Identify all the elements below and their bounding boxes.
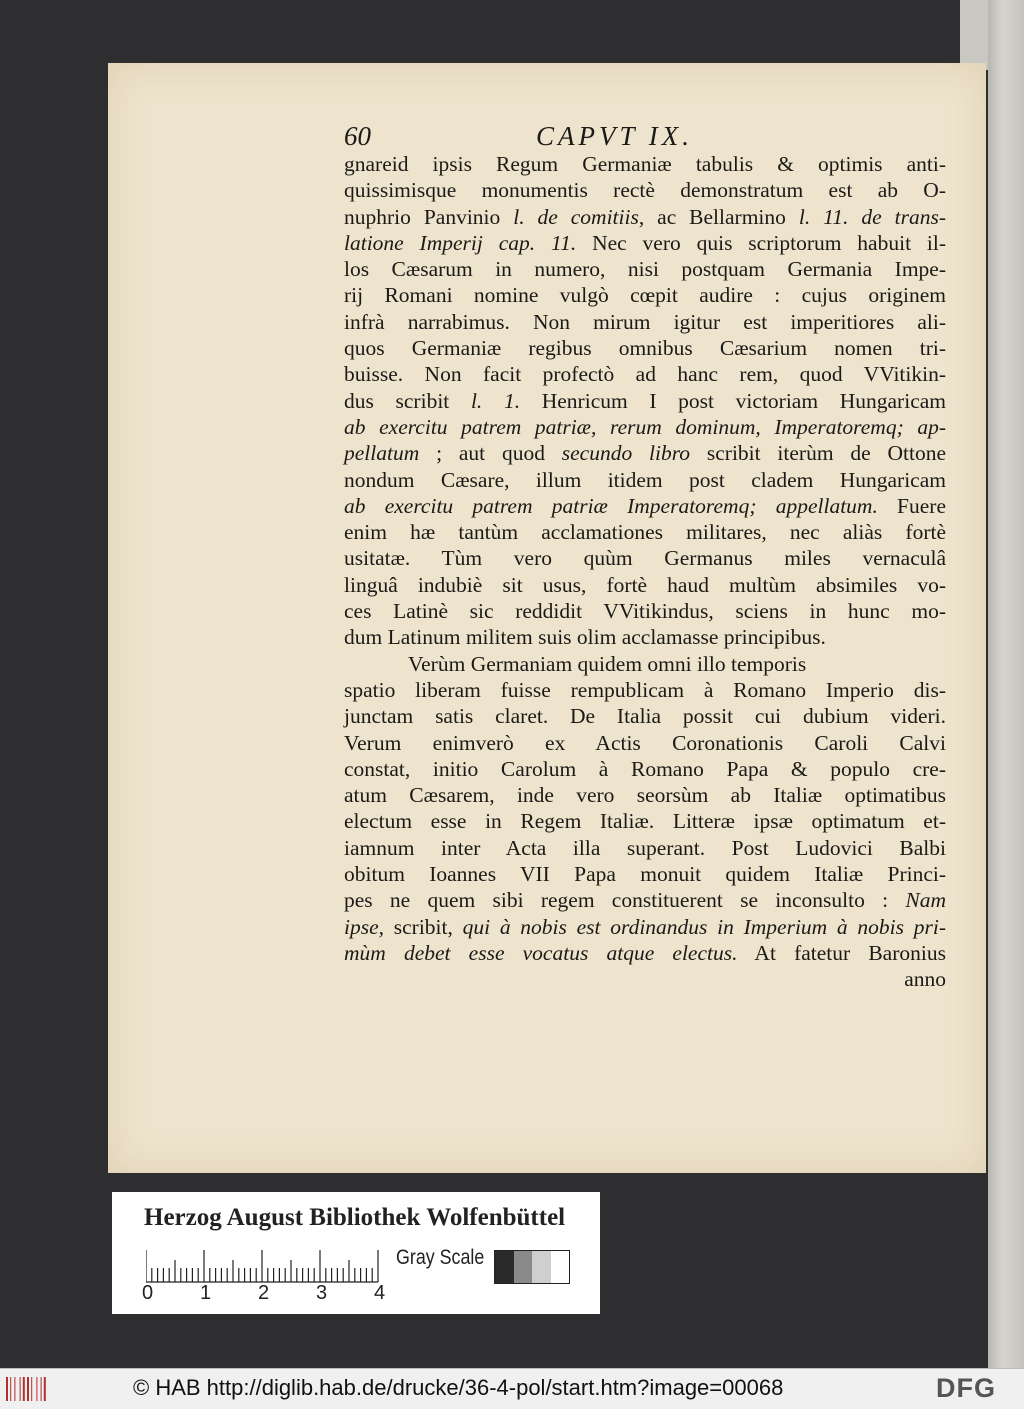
text-span: rij Romani nomine vulgò cœpit audire : cujus originem <box>344 283 946 308</box>
italic-span: ab exercitu patrem patriæ, rerum dominum, Imperatoremq; ap- <box>344 414 946 439</box>
dfg-logo: DFG <box>936 1373 996 1403</box>
library-name: Herzog August Bibliothek Wolfenbüttel <box>144 1204 566 1231</box>
text-line <box>344 730 946 756</box>
text-span: atum Cæsarem, inde vero seorsùm ab Italiæ optimatibus <box>344 783 946 808</box>
italic-span: ipse <box>344 914 379 939</box>
text-span: ces Latinè sic reddidit VVitikindus, sciens in hunc mo- <box>344 599 946 624</box>
text-line <box>344 808 946 834</box>
italic-span: l. 1. <box>470 388 521 413</box>
italic-span: mùm debet esse vocatus atque electus. <box>344 940 738 965</box>
text-span: junctam satis claret. De Italia possit cui dubium videri. <box>344 704 946 729</box>
ruler-number: 3 <box>316 1282 328 1304</box>
text-span: Fuere <box>877 493 947 518</box>
text-line <box>344 940 946 966</box>
text-line <box>344 467 946 493</box>
text-span: electum esse in Regem Italiæ. Litteræ ipsæ optimatum et- <box>344 809 946 834</box>
viewer-footer <box>0 1368 1024 1409</box>
text-line <box>344 388 946 414</box>
text-span: , ac Bellarmino <box>638 204 799 229</box>
text-span: pes ne quem sibi regem constituerent se inconsulto : <box>344 888 906 913</box>
text-span: usitatæ. Tùm vero quùm Germanus miles vernaculâ <box>344 546 946 571</box>
text-span: , scribit, <box>378 914 463 939</box>
body-text <box>344 151 946 993</box>
text-line <box>344 414 946 440</box>
text-line <box>344 651 946 677</box>
text-line <box>344 545 946 571</box>
grayscale-swatches <box>494 1250 570 1284</box>
text-span: los Cæsarum in numero, nisi postquam Germania Impe- <box>344 257 946 282</box>
copyright-link[interactable]: © HAB http://diglib.hab.de/drucke/36-4-pol/start.htm?image=00068 <box>133 1375 784 1400</box>
ruler-numbers <box>136 1282 396 1306</box>
italic-span: secundo libro <box>561 441 691 466</box>
ruler-scale <box>146 1248 386 1284</box>
ruler-number: 4 <box>374 1282 386 1304</box>
text-line <box>344 230 946 256</box>
page-number: 60 <box>344 121 371 151</box>
gray-swatch <box>551 1251 570 1283</box>
text-line <box>344 756 946 782</box>
italic-span: l. de comitiis <box>513 204 639 229</box>
italic-span: latione Imperij cap. 11. <box>344 230 577 255</box>
text-line <box>344 887 946 913</box>
text-line <box>344 309 946 335</box>
text-line <box>344 835 946 861</box>
text-span: Henricum I post victoriam Hungaricam <box>520 388 946 413</box>
text-line <box>344 703 946 729</box>
text-span: Nec vero quis scriptorum habuit il- <box>576 230 946 255</box>
book-page <box>108 63 986 1173</box>
ruler-number: 1 <box>200 1282 212 1304</box>
text-line <box>344 361 946 387</box>
text-span: obitum Ioannes VII Papa monuit quidem Italiæ Princi- <box>344 862 946 887</box>
text-line <box>344 598 946 624</box>
text-span: ; aut quod <box>419 441 562 466</box>
text-line <box>344 677 946 703</box>
page-header <box>344 121 944 151</box>
text-span: spatio liberam fuisse rempublicam à Romano Imperio dis- <box>344 677 946 702</box>
text-line <box>344 493 946 519</box>
text-line <box>344 440 946 466</box>
text-line <box>344 572 946 598</box>
running-title: CAPVT IX. <box>536 121 693 151</box>
text-line <box>344 861 946 887</box>
text-span: constat, initio Carolum à Romano Papa & populo cre- <box>344 756 946 781</box>
text-line <box>344 256 946 282</box>
barcode-icon <box>6 1375 46 1403</box>
gray-swatch <box>532 1251 551 1283</box>
text-span: enim hæ tantùm acclamationes militares, nec aliàs fortè <box>344 520 946 545</box>
text-span: gnareid ipsis Regum Germaniæ tabulis & optimis anti- <box>344 152 946 176</box>
ruler-number: 2 <box>258 1282 270 1304</box>
text-span: quissimisque monumentis rectè demonstratum est ab O- <box>344 178 946 203</box>
grayscale-label: Gray Scale <box>396 1246 485 1269</box>
text-span: iamnum inter Acta illa superant. Post Ludovici Balbi <box>344 835 946 860</box>
text-span: Verum enimverò ex Actis Coronationis Caroli Calvi <box>344 730 946 755</box>
text-line <box>344 177 946 203</box>
gray-swatch <box>495 1251 514 1283</box>
ruler-number: 0 <box>142 1282 154 1304</box>
adjacent-page-edge <box>988 0 1024 1368</box>
text-line <box>344 782 946 808</box>
text-span: nuphrio Panvinio <box>344 204 514 229</box>
text-line <box>344 151 946 177</box>
text-line <box>344 204 946 230</box>
text-line <box>344 282 946 308</box>
text-line <box>344 519 946 545</box>
text-span: infrà narrabimus. Non mirum igitur est imperitiores ali- <box>344 309 946 334</box>
text-span: buisse. Non facit profectò ad hanc rem, quod VVitikin- <box>344 362 946 387</box>
italic-span: Nam <box>905 888 946 913</box>
italic-span: pellatum <box>344 441 420 466</box>
text-span: quos Germaniæ regibus omnibus Cæsarium nomen tri- <box>344 336 946 361</box>
text-span: At fatetur Baronius <box>737 940 946 965</box>
text-span: linguâ indubiè sit usus, fortè haud multùm absimiles vo- <box>344 572 946 597</box>
gray-swatch <box>514 1251 533 1283</box>
text-span: dum Latinum militem suis olim acclamasse principibus. <box>344 625 826 650</box>
text-line <box>344 335 946 361</box>
library-label-card <box>112 1192 600 1314</box>
italic-span: l. 11. de trans- <box>798 204 946 229</box>
text-span: scribit iterùm de Ottone <box>690 441 947 466</box>
text-span: anno <box>904 967 946 992</box>
italic-span: qui à nobis est ordinandus in Imperium à nobis pri- <box>462 914 946 939</box>
text-span: dus scribit <box>344 388 471 413</box>
text-span: nondum Cæsare, illum itidem post cladem Hungaricam <box>344 467 946 492</box>
text-span: Verùm Germaniam quidem omni illo temporis <box>408 651 807 676</box>
text-line <box>344 624 946 650</box>
text-line <box>344 966 946 992</box>
text-line <box>344 914 946 940</box>
italic-span: ab exercitu patrem patriæ Imperatoremq; appellatum. <box>344 493 878 518</box>
